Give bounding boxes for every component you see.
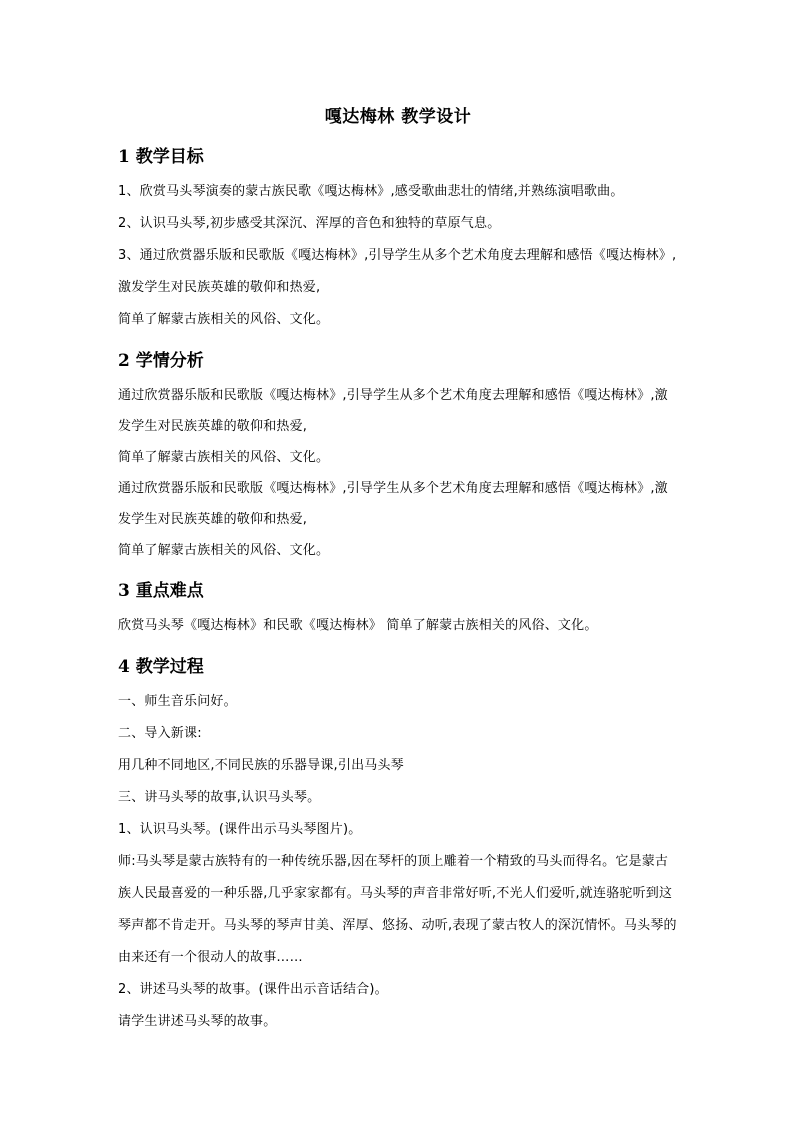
section-heading: 1 教学目标 <box>118 147 204 167</box>
paragraph: 1、欣赏马头琴演奏的蒙古族民歌《嘎达梅林》,感受歌曲悲壮的情绪,并熟练演唱歌曲。 <box>118 184 624 199</box>
section-heading: 3 重点难点 <box>118 581 204 601</box>
section-teaching-process <box>118 656 678 1038</box>
document-title: 嘎达梅林 教学设计 <box>324 107 472 127</box>
paragraph: 3、通过欣赏器乐版和民歌版《嘎达梅林》,引导学生从多个艺术角度去理解和感悟《嘎达梅林》,激发学生对民族英雄的敬仰和热爱, <box>118 248 677 295</box>
paragraph: 二、导入新课: <box>118 726 202 741</box>
paragraph: 请学生讲述马头琴的故事。 <box>118 1014 277 1029</box>
paragraph: 通过欣赏器乐版和民歌版《嘎达梅林》,引导学生从多个艺术角度去理解和感悟《嘎达梅林》,激发学生对民族英雄的敬仰和热爱, <box>118 481 668 527</box>
paragraph: 用几种不同地区,不同民族的乐器导课,引出马头琴 <box>118 758 404 773</box>
paragraph: 2、讲述马头琴的故事。(课件出示音话结合)。 <box>118 982 388 997</box>
paragraph: 1、认识马头琴。(课件出示马头琴图片)。 <box>118 822 362 837</box>
section-heading: 4 教学过程 <box>118 657 204 677</box>
paragraph: 欣赏马头琴《嘎达梅林》和民歌《嘎达梅林》 简单了解蒙古族相关的风俗、文化。 <box>118 618 598 633</box>
paragraph: 三、讲马头琴的故事,认识马头琴。 <box>118 790 321 805</box>
paragraph: 2、认识马头琴,初步感受其深沉、浑厚的音色和独特的草原气息。 <box>118 216 501 231</box>
paragraph: 通过欣赏器乐版和民歌版《嘎达梅林》,引导学生从多个艺术角度去理解和感悟《嘎达梅林》,激发学生对民族英雄的敬仰和热爱, <box>118 388 668 434</box>
paragraph: 师:马头琴是蒙古族特有的一种传统乐器,因在琴杆的顶上雕着一个精致的马头而得名。它是蒙古族人民最喜爱的一种乐器,几乎家家都有。马头琴的声音非常好听,不光人们爱听,就连骆驼听到这琴声都不肯走开。马头琴的琴声甘美、浑厚、悠扬、动听,表现了蒙古牧人的深沉情怀。马头琴的由来还有一个很动人的故事…… <box>118 854 677 965</box>
section-key-points <box>118 580 678 642</box>
section-heading: 2 学情分析 <box>118 351 204 371</box>
paragraph: 简单了解蒙古族相关的风俗、文化。 <box>118 312 330 327</box>
document-content <box>118 102 678 1038</box>
paragraph: 一、师生音乐问好。 <box>118 694 237 709</box>
paragraph: 简单了解蒙古族相关的风俗、文化。 <box>118 450 330 465</box>
paragraph: 简单了解蒙古族相关的风俗、文化。 <box>118 543 330 558</box>
section-student-analysis <box>118 350 678 566</box>
section-teaching-goals <box>118 146 678 336</box>
